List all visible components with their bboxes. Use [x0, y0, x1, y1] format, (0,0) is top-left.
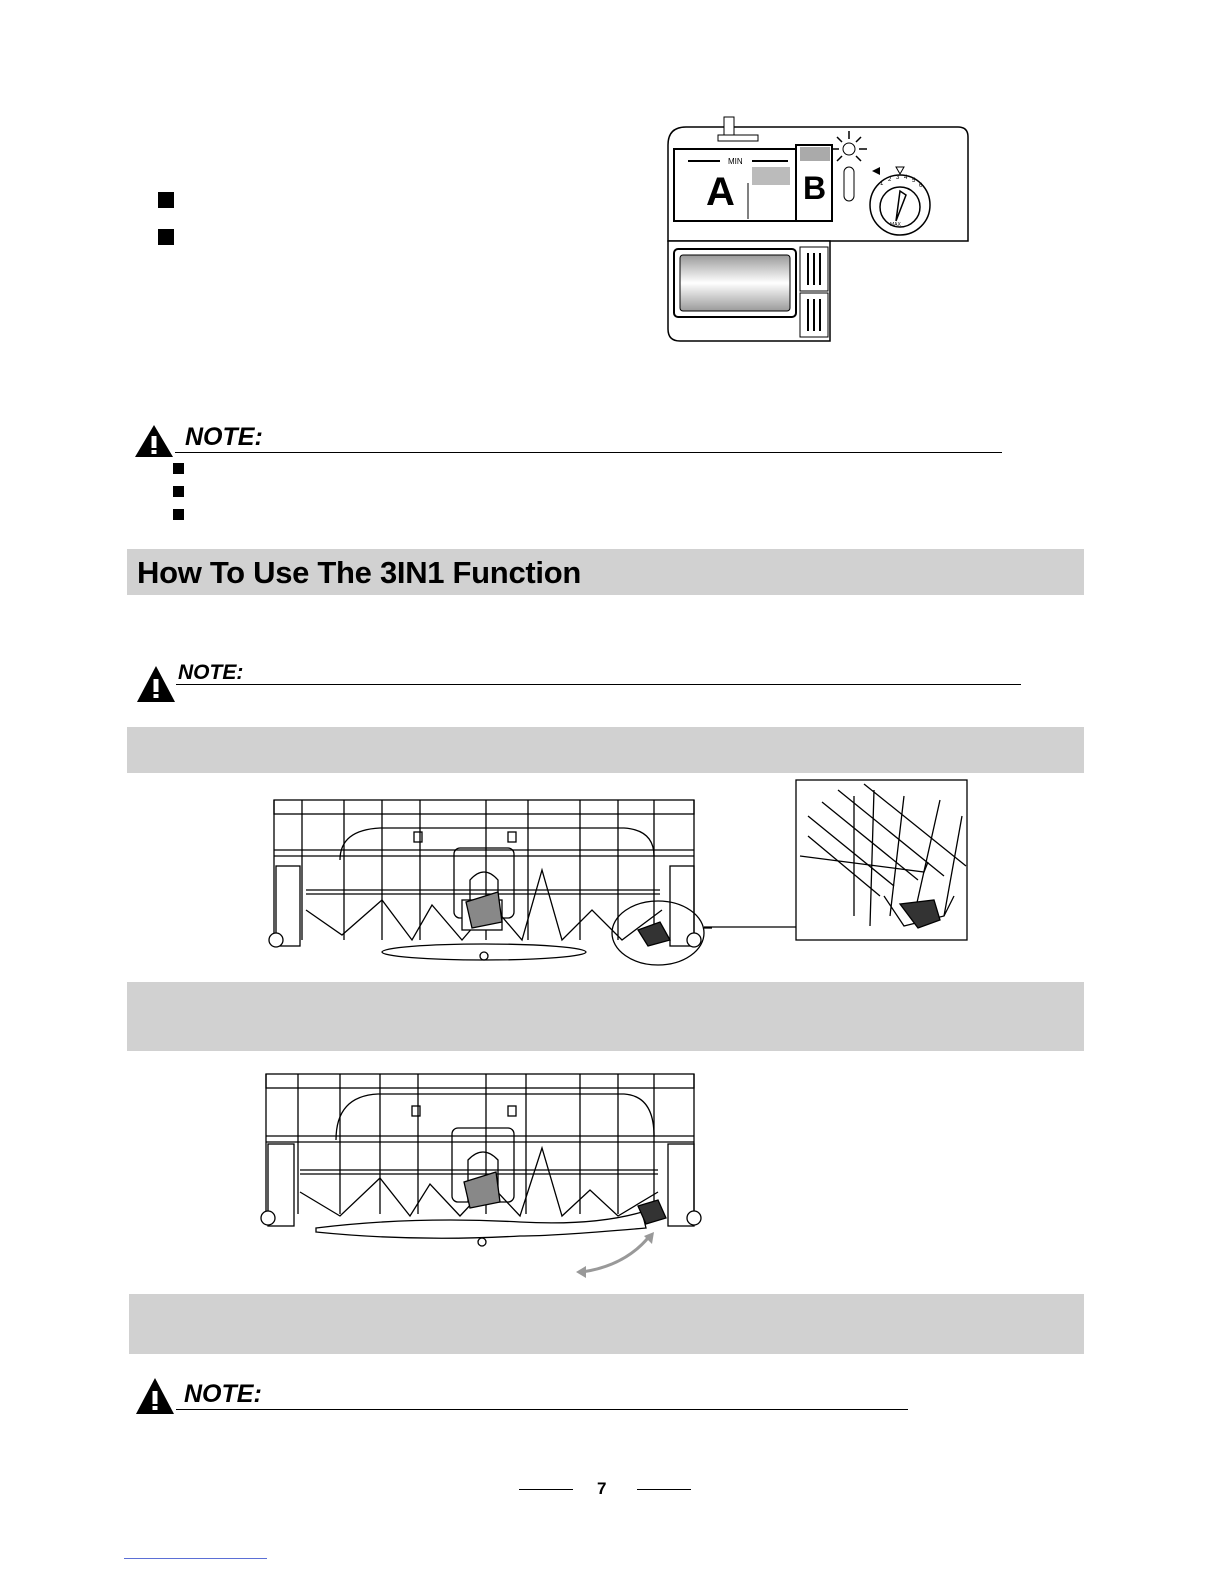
min-mark: MIN: [728, 157, 743, 166]
instruction-band: [127, 727, 1084, 773]
dishwasher-rack-illustration: [254, 1066, 709, 1281]
detail-callout-illustration: [704, 776, 974, 944]
instruction-band: [129, 1294, 1084, 1354]
compartment-b-label: B: [803, 170, 827, 206]
warning-icon: [135, 1377, 175, 1415]
svg-text:2: 2: [888, 177, 892, 183]
footer-rule: [637, 1489, 691, 1490]
bullet-square: [158, 229, 174, 245]
bullet-square: [173, 509, 184, 520]
bullet-square: [173, 463, 184, 474]
svg-text:1: 1: [880, 181, 884, 187]
warning-icon: [134, 424, 174, 458]
compartment-a-label: A: [706, 170, 735, 214]
dishwasher-rack-illustration: [262, 790, 712, 970]
bottom-link-rule: [124, 1558, 267, 1559]
svg-text:3: 3: [896, 175, 900, 181]
max-mark: MAX: [890, 222, 901, 228]
bullet-square: [158, 192, 174, 208]
section-title: How To Use The 3IN1 Function: [137, 555, 581, 590]
detergent-dispenser-illustration: [660, 115, 975, 347]
svg-text:4: 4: [904, 175, 908, 181]
footer-rule: [519, 1489, 573, 1490]
note-label: NOTE:: [185, 423, 263, 451]
instruction-band: [127, 982, 1084, 1051]
warning-icon: [136, 665, 176, 703]
svg-text:5: 5: [912, 178, 916, 184]
section-heading-band: [127, 549, 1084, 595]
bullet-square: [173, 486, 184, 497]
note-underline: [176, 1409, 908, 1410]
page-number: 7: [597, 1479, 607, 1498]
svg-text:6: 6: [919, 183, 923, 189]
note-underline: [176, 684, 1021, 685]
note-underline: [175, 452, 1002, 453]
note-label: NOTE:: [178, 661, 244, 684]
note-label: NOTE:: [184, 1380, 262, 1408]
